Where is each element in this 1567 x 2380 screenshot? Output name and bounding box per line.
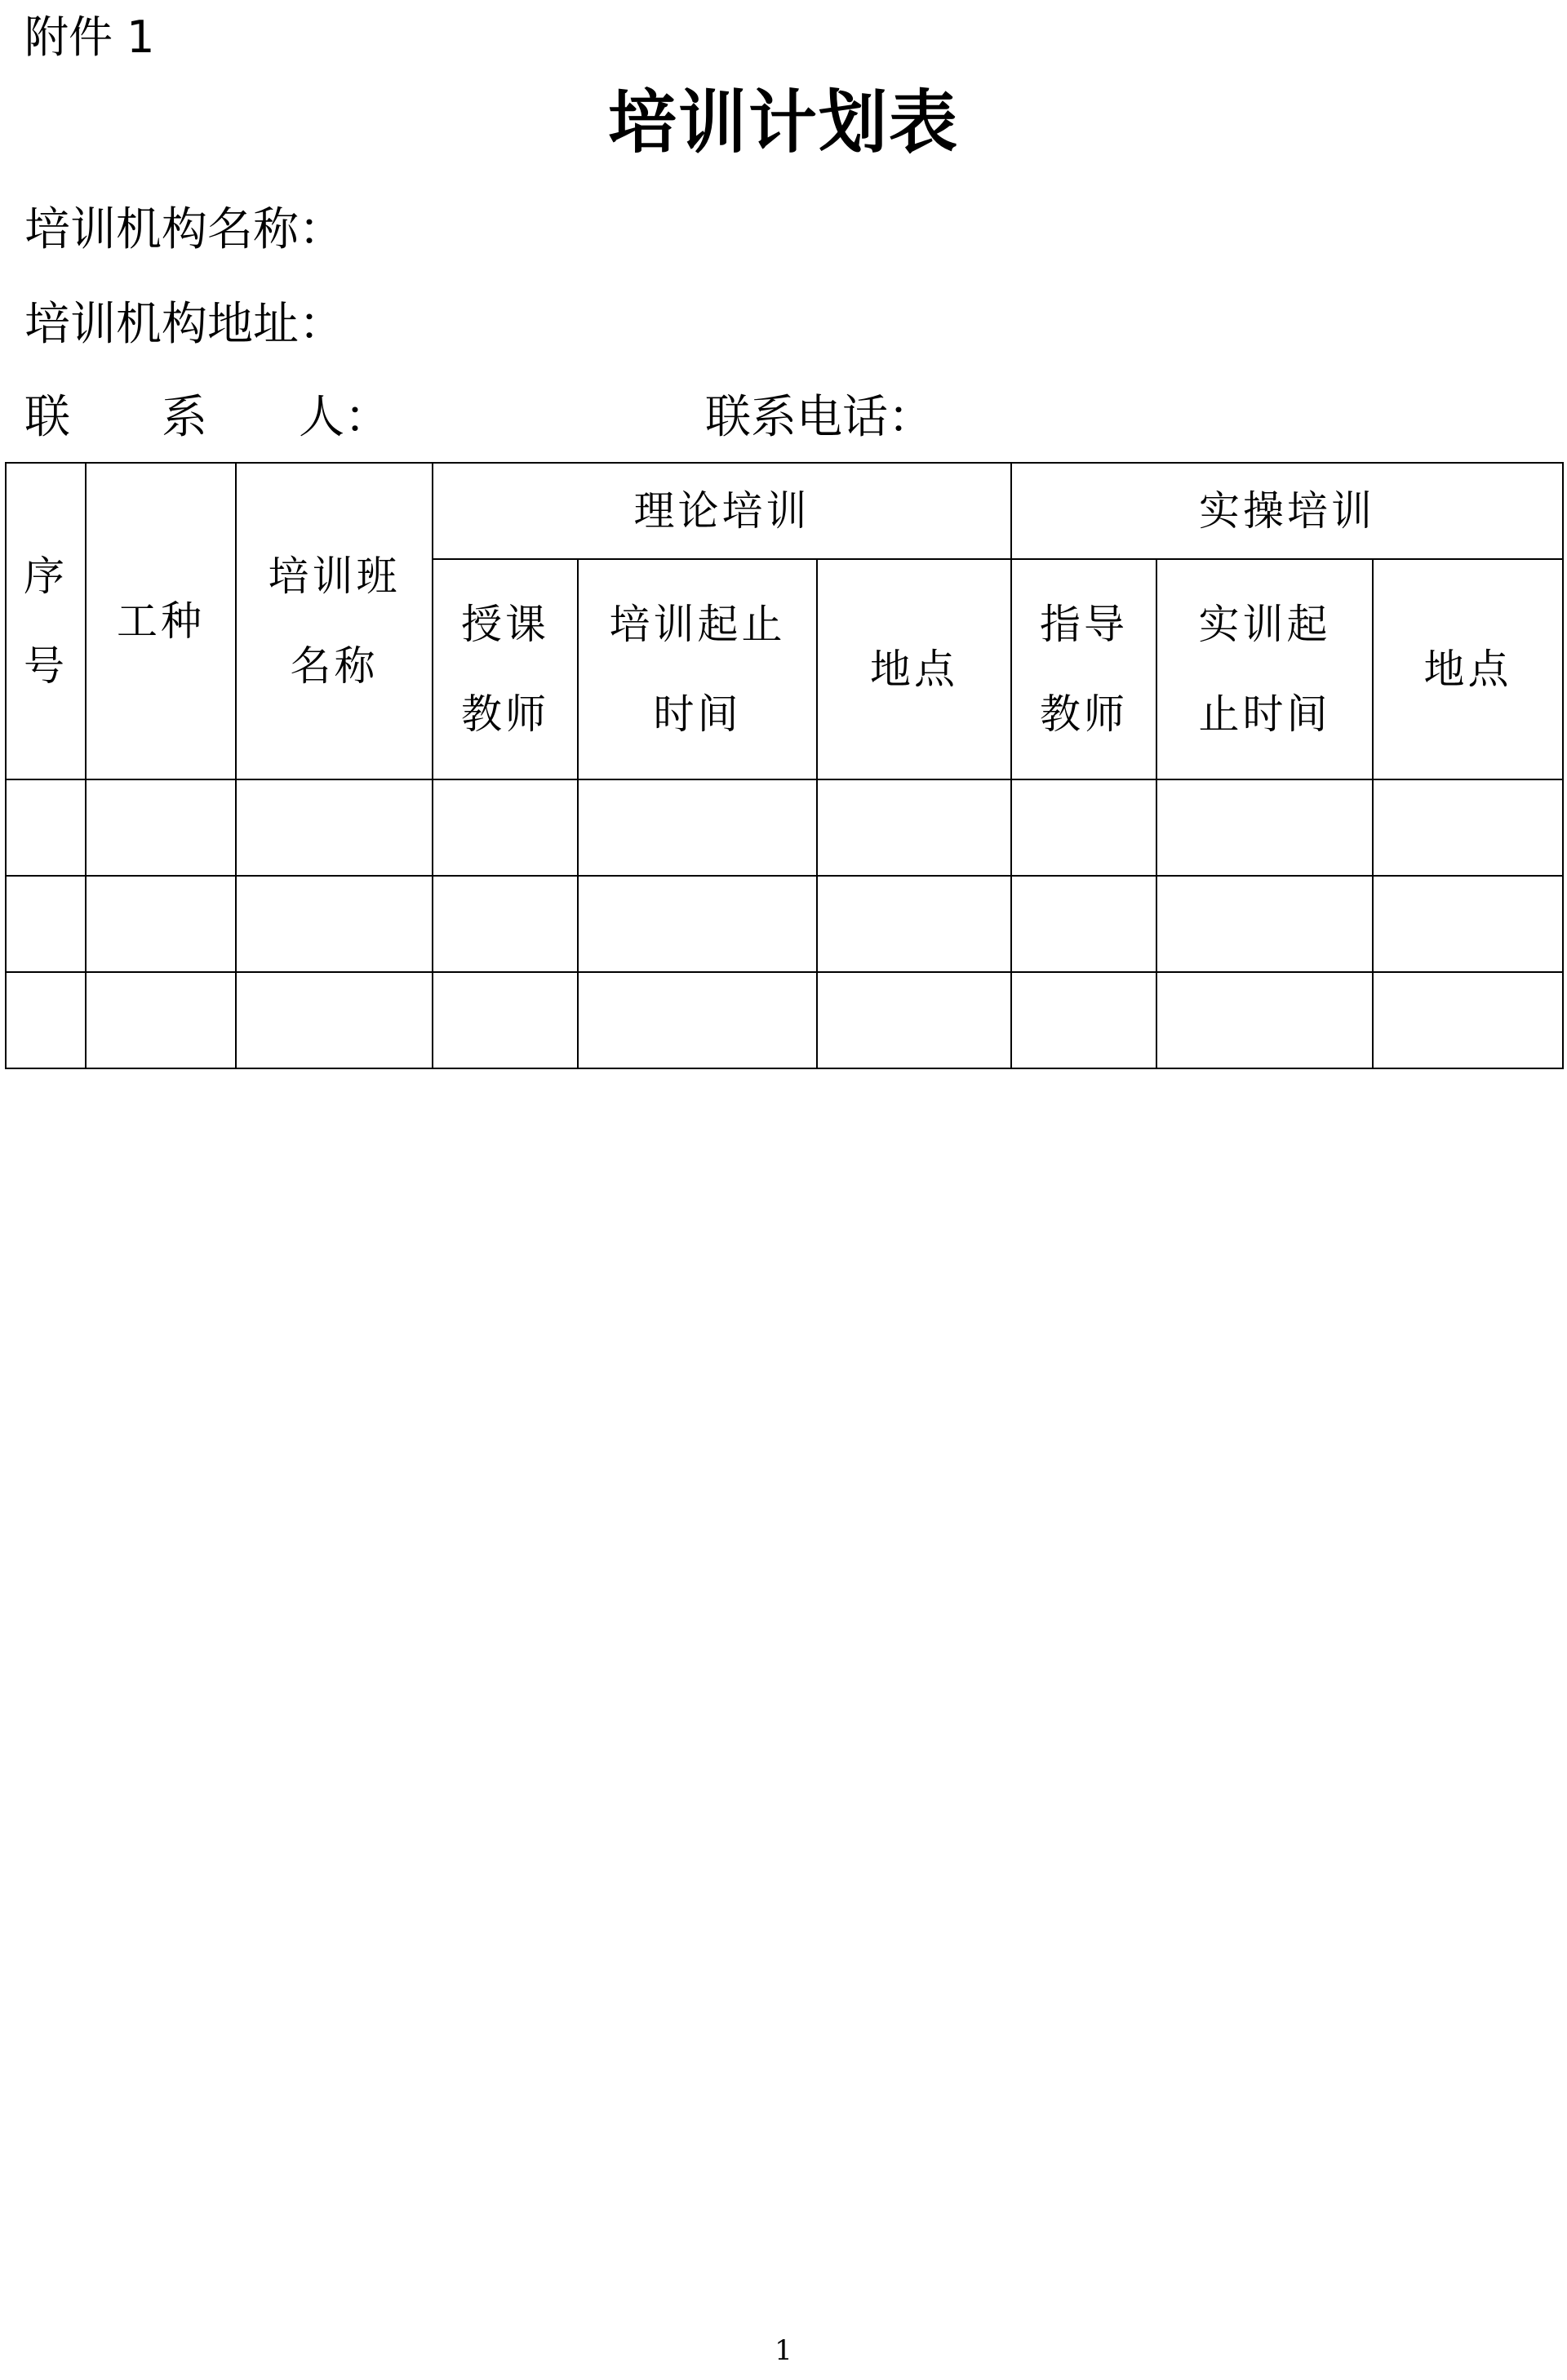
table-cell[interactable] — [86, 972, 236, 1068]
table-cell[interactable] — [6, 972, 86, 1068]
header-theory-teacher-line1: 授课 — [461, 601, 549, 648]
table-cell[interactable] — [1156, 972, 1373, 1068]
table-cell[interactable] — [817, 972, 1011, 1068]
header-theory-training: 理论培训 — [433, 463, 1011, 559]
header-theory-teacher-line2: 教师 — [461, 690, 549, 738]
table-cell[interactable] — [817, 876, 1011, 972]
table-cell[interactable] — [236, 876, 433, 972]
table-cell[interactable] — [236, 779, 433, 876]
header-seq — [6, 463, 86, 779]
header-seq-line2: 号 — [24, 642, 68, 690]
table-cell[interactable] — [1011, 779, 1156, 876]
training-plan-table — [5, 462, 1564, 1069]
table-cell[interactable] — [1373, 779, 1563, 876]
header-class-name — [236, 463, 433, 779]
header-practice-teacher-line1: 指导 — [1040, 601, 1129, 648]
page-number: 1 — [775, 2334, 792, 2367]
header-practice-place: 地点 — [1373, 559, 1563, 779]
org-name-label: 培训机构名称： — [24, 203, 344, 256]
header-theory-time-line2: 时间 — [653, 690, 742, 738]
table-cell[interactable] — [6, 876, 86, 972]
header-theory-time — [578, 559, 817, 779]
table-cell[interactable] — [578, 779, 817, 876]
table-cell[interactable] — [433, 779, 578, 876]
table-row — [6, 779, 1563, 876]
attachment-label: 附件 1 — [24, 11, 155, 63]
table-cell[interactable] — [1373, 972, 1563, 1068]
header-practice-time-line2: 止时间 — [1198, 690, 1331, 738]
header-theory-teacher — [433, 559, 578, 779]
table-cell[interactable] — [1011, 876, 1156, 972]
table-row — [6, 972, 1563, 1068]
table-cell[interactable] — [578, 972, 817, 1068]
page-title: 培训计划表 — [607, 82, 959, 162]
table-cell[interactable] — [1373, 876, 1563, 972]
header-class-line1: 培训班 — [268, 553, 401, 600]
table-cell[interactable] — [1011, 972, 1156, 1068]
contact-phone-label: 联系电话： — [705, 391, 934, 444]
org-address-label: 培训机构地址： — [24, 298, 344, 351]
table-cell[interactable] — [6, 779, 86, 876]
contact-person-label: 联 系 人： — [24, 391, 390, 444]
header-practice-teacher — [1011, 559, 1156, 779]
table-cell[interactable] — [1156, 779, 1373, 876]
header-row-1 — [6, 463, 1563, 559]
header-class-line2: 名称 — [290, 642, 379, 690]
header-practice-time-line1: 实训起 — [1198, 601, 1331, 648]
table-row — [6, 876, 1563, 972]
header-theory-place: 地点 — [817, 559, 1011, 779]
header-trade: 工种 — [86, 463, 236, 779]
table-cell[interactable] — [433, 972, 578, 1068]
header-seq-line1: 序 — [24, 553, 68, 600]
table-cell[interactable] — [578, 876, 817, 972]
header-theory-time-line1: 培训起止 — [609, 601, 786, 648]
table-cell[interactable] — [86, 876, 236, 972]
header-practice-training: 实操培训 — [1011, 463, 1563, 559]
header-practice-teacher-line2: 教师 — [1040, 690, 1129, 738]
table-cell[interactable] — [433, 876, 578, 972]
table-cell[interactable] — [236, 972, 433, 1068]
table-cell[interactable] — [817, 779, 1011, 876]
table-cell[interactable] — [86, 779, 236, 876]
table-cell[interactable] — [1156, 876, 1373, 972]
header-practice-time — [1156, 559, 1373, 779]
